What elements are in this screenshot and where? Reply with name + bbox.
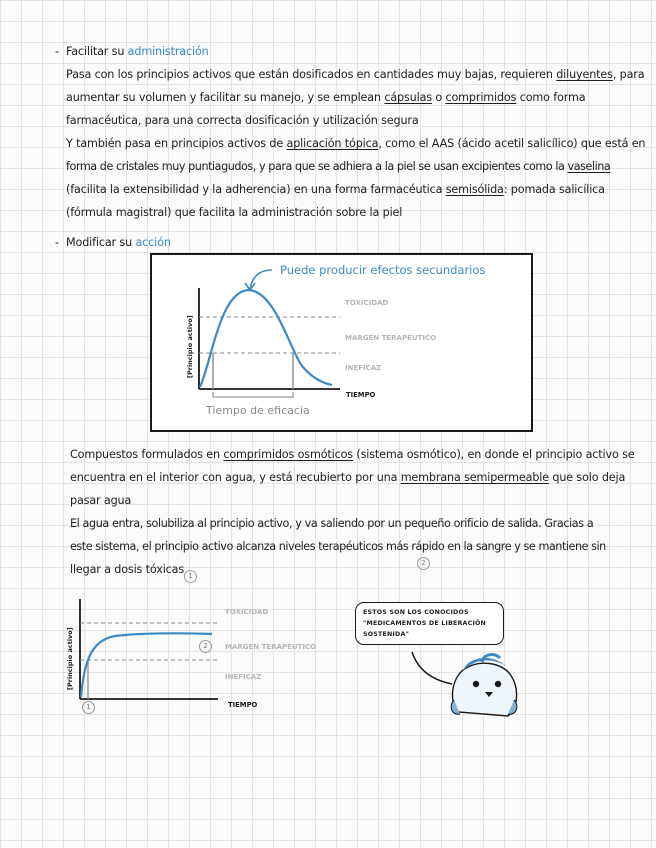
text-span: encuentra en el interior con agua, y está recubierto por una [70,471,398,484]
zone-ineffective-label: INEFICAZ [345,364,382,372]
text-span: pasar agua [70,494,132,507]
text-span: , para [612,68,645,81]
annotation-text: Puede producir efectos secundarios [280,263,486,277]
heading-prefix: Modificar su [66,236,133,249]
cartoon-character [451,655,517,716]
zone-therapeutic-label: MARGEN TERAPÉUTICO [225,643,317,651]
heading-highlight: administración [127,45,209,58]
y-axis-label: [Principio activo] [66,627,74,690]
text-span: que solo deja [552,471,626,484]
text-span: : pomada salicílica [503,183,605,196]
bubble-line: "MEDICAMENTOS DE LIBERACIÓN [363,620,487,627]
term-aplicacion-topica: aplicación tópica [286,137,379,150]
term-vaselina: vaselina [567,160,611,173]
text-span: aumentar su volumen y facilitar su manejo, y se emplean [66,91,381,104]
speech-bubble-tail [412,652,452,684]
bullet-dash: - [55,45,60,58]
text-span: (facilita la extensibilidad y la adherencia) en una forma farmacéutica [66,183,443,196]
zone-therapeutic-label: MARGEN TERAPÉUTICO [345,334,437,342]
marker-2-circle: 2 [417,557,430,570]
heading-highlight: acción [135,236,171,249]
text-span: , como el AAS (ácido acetil salicílico) que está en [378,137,646,150]
text-span: como forma [519,91,586,104]
term-capsulas: cápsulas [384,91,432,104]
marker-1-circle: 1 [184,570,197,583]
x-axis-label: TIEMPO [346,391,376,399]
efficacy-time-label: Tiempo de eficacia [206,404,310,417]
zone-toxicity-label: TOXICIDAD [345,299,389,307]
zone-toxicity-label: TOXICIDAD [225,608,269,616]
heading-prefix: Facilitar su [66,45,125,58]
term-semisolida: semisólida [445,183,504,196]
text-span: Y también pasa en principios activos de [66,137,284,150]
marker-1-circle: 1 [82,701,95,714]
marker-2-circle: 2 [199,640,212,653]
text-span: este sistema, el principio activo alcanza niveles terapéuticos más rápido en la sangre y se mantiene sin [70,540,606,553]
term-diluyentes: diluyentes [556,68,613,81]
text-span: Pasa con los principios activos que están dosificados en cantidades muy bajas, requieren [66,68,553,81]
text-span: forma de cristales muy puntiagudos, y para que se adhiera a la piel se usan excipientes como la [66,160,565,173]
speech-bubble [355,602,504,645]
term-comprimidos-osmoticos: comprimidos osmóticos [223,448,353,461]
bubble-line: ESTOS SON LOS CONOCIDOS [363,609,469,616]
x-axis-label: TIEMPO [228,701,258,709]
term-comprimidos: comprimidos [445,91,517,104]
text-span: farmacéutica, para una correcta dosificación y utilización segura [66,114,419,127]
bubble-line: SOSTENIDA" [363,631,410,638]
text-span: El agua entra, solubiliza al principio activo, y va saliendo por un pequeño orificio de salida. Gracias a [70,517,594,530]
zone-ineffective-label: INEFICAZ [225,673,262,681]
bullet-dash: - [55,236,60,249]
concentration-curve [81,633,212,697]
text-span: (sistema osmótico), en donde el principio activo se [356,448,635,461]
term-membrana-semipermeable: membrana semipermeable [400,471,549,484]
y-axis-label: [Principio activo] [186,315,194,378]
text-span: llegar a dosis tóxicas [70,563,185,576]
text-span: (fórmula magistral) que facilita la administración sobre la piel [66,206,403,219]
text-span: o [435,91,443,104]
text-span: Compuestos formulados en [70,448,220,461]
